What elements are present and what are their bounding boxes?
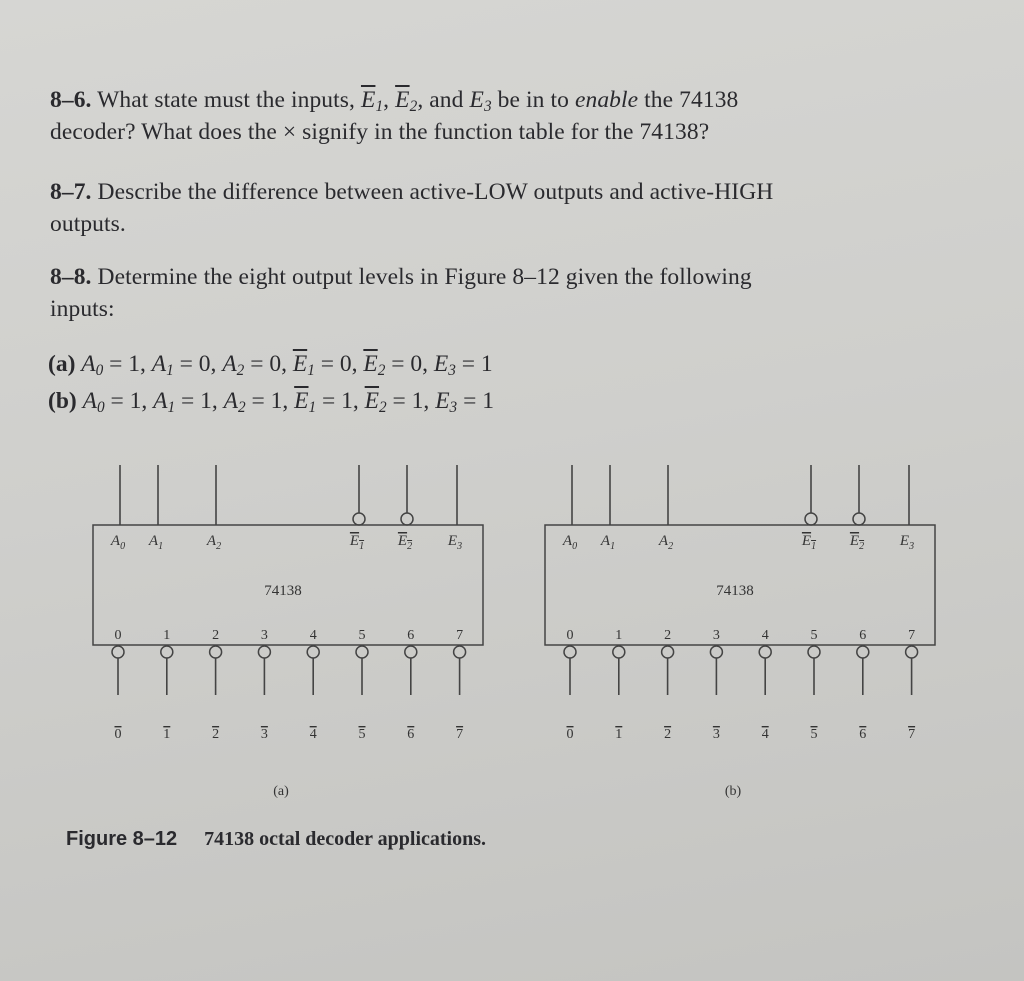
output-bubble <box>258 646 270 658</box>
output-bubble <box>662 646 674 658</box>
part-a: (a) $A_0 = 1$, $A_1 = 0$, $A_2 = 0$, $\overline{E}_1 = 0$, $\overline{E}_2 = 0$, $E_3 = 1$ <box>48 351 493 379</box>
output-label: 7 <box>456 727 464 742</box>
output-bubble <box>161 646 173 658</box>
output-label: 6 <box>407 727 415 742</box>
output-bubble <box>710 646 722 658</box>
output-pin-number: 7 <box>908 628 916 643</box>
part-b-term: $A_0 = 1$, <box>82 388 154 416</box>
output-pin-number: 7 <box>456 628 464 643</box>
input-label-sub: 1 <box>158 541 164 552</box>
part-a-term: $E_3 = 1$ <box>433 351 493 379</box>
output-pin-number: 2 <box>664 628 672 643</box>
output-label: 5 <box>810 727 818 742</box>
inversion-bubble <box>353 513 365 525</box>
part-a-term: $A_2 = 0$, <box>222 351 293 379</box>
input-label: $E_3$ <box>899 533 915 552</box>
panel-label: (b) <box>724 784 742 799</box>
output-label: 6 <box>859 727 867 742</box>
inversion-bubble <box>853 513 865 525</box>
input-label-sub: 2 <box>859 541 865 552</box>
output-bubble <box>210 646 222 658</box>
output-pin-number: 3 <box>260 628 268 643</box>
input-label-sub: 2 <box>407 541 413 552</box>
output-pin-number: 4 <box>761 628 769 643</box>
output-pin-number: 5 <box>358 628 366 643</box>
input-label-sub: 3 <box>457 541 463 552</box>
input-label: $A_1$ <box>148 533 164 552</box>
output-label: 5 <box>358 727 366 742</box>
question-8-8: 8–8. Determine the eight output levels in Figure 8–12 given the following inputs: <box>50 264 752 322</box>
part-a-term: $\overline{E}_2 = 0$, <box>363 351 434 379</box>
question-8-8-parts <box>48 346 494 420</box>
output-pin-number: 3 <box>712 628 720 643</box>
input-label: $A_1$ <box>600 533 616 552</box>
input-label-sub: 2 <box>668 541 674 552</box>
output-label: 7 <box>908 727 916 742</box>
figure-caption <box>66 828 486 851</box>
input-label: $A_2$ <box>206 533 222 552</box>
part-b-term: $A_2 = 1$, <box>223 388 295 416</box>
question-8-6: 8–6. What state must the inputs, $\overline{E}_1$, $\overline{E}_2$, and $E_3$ be in to enable the 74138 decoder? What does the × signify in the function table for the 74138? <box>50 87 739 145</box>
chip-label: 74138 <box>716 583 754 599</box>
input-label: $E_2$ <box>397 533 413 552</box>
chip-label: 74138 <box>264 583 302 599</box>
input-label-sub: 1 <box>610 541 616 552</box>
output-bubble <box>454 646 466 658</box>
output-label: 2 <box>212 727 220 742</box>
question-number: 8–7. <box>50 179 92 205</box>
part-a-term: $\overline{E}_1 = 0$, <box>292 351 364 379</box>
inversion-bubble <box>401 513 413 525</box>
input-label: $E_1$ <box>349 533 365 552</box>
part-b-term: $\overline{E}_2 = 1$, <box>364 388 436 416</box>
output-pin-number: 0 <box>114 628 122 643</box>
input-label-sub: 0 <box>120 541 126 552</box>
input-label-sub: 0 <box>572 541 578 552</box>
caption-label: Figure 8–12 <box>66 828 178 850</box>
output-pin-number: 2 <box>212 628 220 643</box>
question-number: 8–8. <box>50 264 92 290</box>
output-bubble <box>112 646 124 658</box>
output-bubble <box>613 646 625 658</box>
output-bubble <box>307 646 319 658</box>
output-bubble <box>356 646 368 658</box>
output-bubble <box>906 646 918 658</box>
decoder-b <box>545 465 935 799</box>
output-label: 2 <box>664 727 672 742</box>
question-number: 8–6. <box>50 87 92 113</box>
output-label: 0 <box>566 727 574 742</box>
part-b-term: $\overline{E}_1 = 1$, <box>294 388 365 416</box>
output-label: 1 <box>615 727 623 742</box>
output-bubble <box>759 646 771 658</box>
input-label: $E_2$ <box>849 533 865 552</box>
output-bubble <box>857 646 869 658</box>
input-label: $E_1$ <box>801 533 817 552</box>
part-b-equations <box>83 388 494 414</box>
figure-8-12-diagram <box>0 450 1024 830</box>
output-label: 4 <box>309 727 317 742</box>
panel-label: (a) <box>273 784 289 799</box>
input-label: $A_2$ <box>658 533 674 552</box>
part-b: (b) $A_0 = 1$, $A_1 = 1$, $A_2 = 1$, $\overline{E}_1 = 1$, $\overline{E}_2 = 1$, $E_3 = 1$ <box>48 388 494 416</box>
input-label-sub: 1 <box>359 541 365 552</box>
input-label: $A_0$ <box>562 533 578 552</box>
part-b-term: $E_3 = 1$ <box>435 388 494 416</box>
input-label: $A_0$ <box>110 533 126 552</box>
inversion-bubble <box>805 513 817 525</box>
part-b-term: $A_1 = 1$, <box>153 388 224 416</box>
input-label-sub: 2 <box>216 541 222 552</box>
output-pin-number: 1 <box>615 628 623 643</box>
input-label-sub: 1 <box>811 541 817 552</box>
part-a-term: $A_0 = 1$, <box>81 351 152 379</box>
input-label: $E_3$ <box>447 533 463 552</box>
output-label: 3 <box>712 727 720 742</box>
part-a-equations <box>81 351 492 377</box>
output-label: 0 <box>114 727 122 742</box>
output-pin-number: 6 <box>407 628 415 643</box>
output-pin-number: 5 <box>810 628 818 643</box>
output-label: 1 <box>163 727 171 742</box>
question-8-7: 8–7. Describe the difference between active-LOW outputs and active-HIGH outputs. <box>50 179 774 237</box>
output-label: 3 <box>260 727 268 742</box>
part-a-term: $A_1 = 0$, <box>151 351 223 379</box>
output-label: 4 <box>761 727 769 742</box>
input-label-sub: 3 <box>909 541 915 552</box>
output-pin-number: 4 <box>309 628 317 643</box>
output-pin-number: 6 <box>859 628 867 643</box>
output-bubble <box>405 646 417 658</box>
output-pin-number: 1 <box>163 628 171 643</box>
caption-text: 74138 octal decoder applications. <box>204 828 487 850</box>
output-bubble <box>564 646 576 658</box>
output-pin-number: 0 <box>566 628 574 643</box>
output-bubble <box>808 646 820 658</box>
decoder-a <box>93 465 483 799</box>
